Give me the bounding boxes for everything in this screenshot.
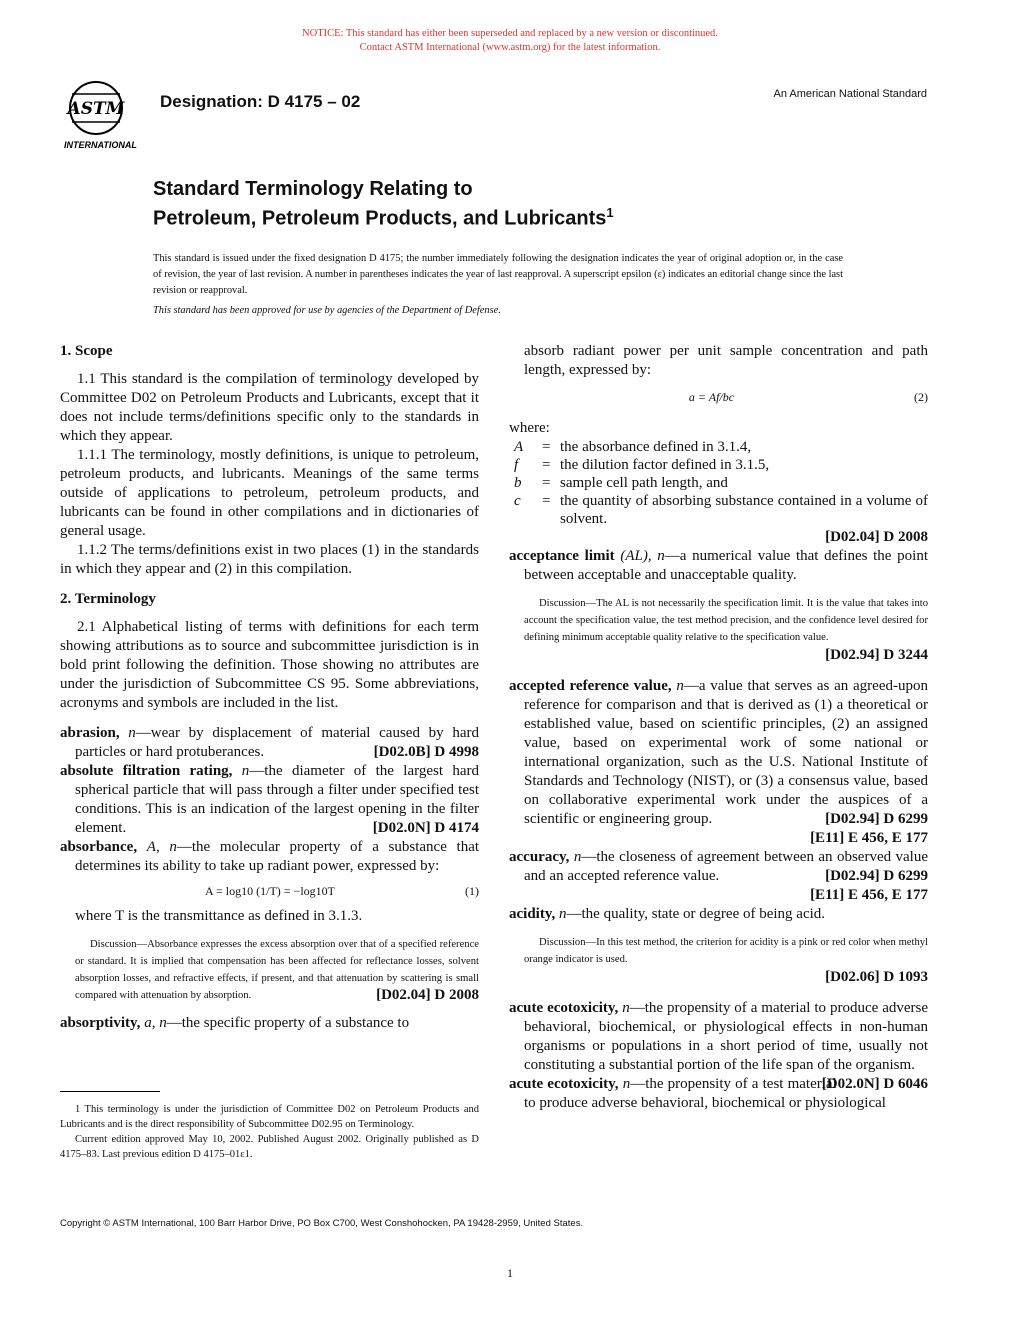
scope-p2: 1.1.1 The terminology, mostly definitions, is unique to petroleum, petroleum products, and lubricants. Meanings of the same terms outside of applications to petroleum, petroleum products, and lubricants can be found in other compilations and in dictionaries of general usage. xyxy=(60,447,479,539)
approved-note: This standard has been approved for use by agencies of the Department of Defense. xyxy=(153,305,501,316)
absorptivity-attribution: [D02.04] D 2008 xyxy=(825,529,928,545)
where-equals: = xyxy=(542,493,551,509)
astm-logo xyxy=(58,78,148,153)
designation: Designation: D 4175 – 02 xyxy=(160,92,361,111)
discussion-acceptance-limit: Discussion—The AL is not necessarily the specification limit. It is the value that takes into account the specification value, the test method precision, and the confidence level desired for defining minimum acceptable quality relative to the specification value. xyxy=(524,598,928,643)
scope-heading: 1. Scope xyxy=(60,343,113,359)
where-list xyxy=(514,438,928,528)
title-footnote-mark[interactable]: 1 xyxy=(606,205,614,220)
where-symbol: f xyxy=(514,457,519,473)
term-definition: —the quality, state or degree of being acid. xyxy=(566,906,826,922)
notice-line-2: Contact ASTM International (www.astm.org) for the latest information. xyxy=(359,42,661,53)
term-acidity xyxy=(509,905,928,924)
term-attribution: [D02.0N] D 4174 xyxy=(372,820,479,836)
term-definition: —a value that serves as an agreed-upon reference for comparison and that is derived as (1) a theoretical or established value, based on scientific principles, (2) an assigned value, based on experimental work of some national or international organization, such as the U.S. National Institute of Standards and Technology (NIST), or (3) a consensus value, based on collaborative experimental work under the auspices of a scientific or engineering group. xyxy=(524,678,928,827)
left-column xyxy=(60,342,479,1033)
term-attribution: [D02.94] D 6299 xyxy=(825,868,928,884)
document-title xyxy=(153,178,614,231)
title-line-2-text: Petroleum, Petroleum Products, and Lubricants xyxy=(153,207,607,230)
right-column xyxy=(509,342,928,1113)
terminology-p1: 2.1 Alphabetical listing of terms with definitions for each term showing attributions as to source and subcommittee jurisdiction is in bold print following the definition. Those showing no attributes are under the jurisdiction of Subcommittee CS 95. Some abbreviations, acronyms and symbols are included in the list. xyxy=(60,619,479,711)
scope-p1: 1.1 This standard is the compilation of terminology developed by Committee D02 on Petroleum Products and Lubricants, except that it does not include terms/definitions specific only to the standards in which they appear. xyxy=(60,371,479,444)
term-definition: —a numerical value that defines the point between acceptable and unacceptable quality. xyxy=(524,548,928,583)
term-acceptance-limit xyxy=(509,547,928,585)
term-name: acute ecotoxicity, xyxy=(509,1000,619,1016)
term-symbol: A, xyxy=(146,839,160,855)
equation-formula: A = log10 (1/T) = −log10T xyxy=(205,884,335,898)
term-accepted-reference-value xyxy=(509,677,928,829)
part-of-speech: n xyxy=(169,839,177,855)
supersession-notice xyxy=(0,27,1020,55)
page-number: 1 xyxy=(507,1266,513,1280)
where-symbol: A xyxy=(514,439,524,455)
part-of-speech: n xyxy=(657,548,665,564)
part-of-speech: n xyxy=(676,678,684,694)
equation-1 xyxy=(60,882,479,901)
discussion-absorbance xyxy=(60,936,479,1004)
footnotes xyxy=(60,1102,479,1162)
term-name: acceptance limit xyxy=(509,548,615,564)
term-name: acidity, xyxy=(509,906,556,922)
where-definition: sample cell path length, and xyxy=(560,475,728,491)
term-name: absorbance, xyxy=(60,839,138,855)
term-definition: —the molecular property of a substance that determines its ability to take up radiant power, expressed by: xyxy=(75,839,480,874)
term-definition: —the propensity of a material to produce adverse behavioral, biochemical, or physiological effects in non-human organisms or populations in a short period of time, usually not constituting a substantial portion of the life span of the organism. xyxy=(524,1000,929,1073)
term-name: absorptivity, xyxy=(60,1015,141,1031)
where-label: where: xyxy=(509,420,550,436)
terminology-heading: 2. Terminology xyxy=(60,591,156,607)
term-attribution-2: [E11] E 456, E 177 xyxy=(810,887,928,903)
term-attribution: [D02.94] D 6299 xyxy=(825,811,928,827)
part-of-speech: n xyxy=(128,725,136,741)
where-equals: = xyxy=(542,457,551,473)
discussion-acidity: Discussion—In this test method, the criterion for acidity is a pink or red color when methyl orange indicator is used. xyxy=(524,937,928,965)
footnote-2: Current edition approved May 10, 2002. Published August 2002. Originally published as D 4175–83. Last previous edition D 4175–01ε1. xyxy=(60,1134,479,1160)
discussion-text: Discussion—Absorbance expresses the excess absorption over that of a specified reference or standard. It is implied that compensation has been affected for reflectance losses, solvent absorption losses, and refractive effects, if present, and that attenuation by scattering is small compared with attenuation by absorption. xyxy=(75,939,479,1001)
term-name: absolute filtration rating, xyxy=(60,763,233,779)
footnote-1: 1 This terminology is under the jurisdiction of Committee D02 on Petroleum Products and Lubricants and is the direct responsibility of Subcommittee D02.95 on Terminology. xyxy=(60,1104,479,1130)
where-symbol: b xyxy=(514,475,522,491)
equation-2 xyxy=(509,388,928,407)
term-accuracy xyxy=(509,848,928,886)
term-symbol: a, xyxy=(144,1015,156,1031)
term-definition: —the closeness of agreement between an observed value and an accepted reference value. xyxy=(524,849,929,884)
where-t: where T is the transmittance as defined in 3.1.3. xyxy=(75,908,363,924)
part-of-speech: n xyxy=(622,1000,630,1016)
footnote-rule xyxy=(60,1091,160,1092)
term-attribution: [D02.0N] D 6046 xyxy=(821,1076,928,1092)
scope-p3: 1.1.2 The terms/definitions exist in two places (1) in the standards in which they appear and (2) in this compilation. xyxy=(60,542,479,577)
svg-text:ASTM: ASTM xyxy=(67,99,125,119)
term-definition: —the propensity of a test material to produce adverse behavioral, biochemical or physiological xyxy=(524,1076,886,1111)
national-standard-label: An American National Standard xyxy=(773,88,927,100)
part-of-speech: n xyxy=(241,763,250,779)
term-name: abrasion, xyxy=(60,725,120,741)
term-name: accuracy, xyxy=(509,849,570,865)
term-attribution: [D02.0B] D 4998 xyxy=(373,744,479,760)
title-line-2 xyxy=(153,201,614,231)
where-equals: = xyxy=(542,439,551,455)
equation-number: (1) xyxy=(465,884,479,898)
term-definition: —wear by displacement of material caused by hard particles or hard protuberances. xyxy=(75,725,479,760)
copyright-line: Copyright © ASTM International, 100 Barr Harbor Drive, PO Box C700, West Conshohocken, PA 19428-2959, United States. xyxy=(60,1218,584,1229)
term-acute-ecotoxicity-1 xyxy=(509,999,929,1092)
where-definition: the quantity of absorbing substance contained in a volume of solvent. xyxy=(560,493,928,527)
where-definition: the dilution factor defined in 3.1.5, xyxy=(560,457,770,473)
part-of-speech: n xyxy=(159,1015,167,1031)
astm-logo-icon xyxy=(58,78,148,153)
term-absorptivity xyxy=(60,1014,479,1033)
part-of-speech: n xyxy=(573,849,582,865)
equation-formula: a = Af/bc xyxy=(688,390,735,404)
equation-number: (2) xyxy=(914,390,928,404)
term-attribution-2: [E11] E 456, E 177 xyxy=(810,830,928,846)
title-line-1: Standard Terminology Relating to xyxy=(153,178,473,200)
where-symbol: c xyxy=(514,493,521,509)
term-name: acute ecotoxicity, xyxy=(509,1076,619,1092)
term-definition: —the specific property of a substance to xyxy=(166,1015,410,1031)
logo-wordmark: INTERNATIONAL xyxy=(64,140,137,150)
term-abrasion xyxy=(60,724,479,762)
term-abbreviation: (AL), xyxy=(620,548,652,564)
where-definition: the absorbance defined in 3.1.4, xyxy=(560,439,752,455)
where-equals: = xyxy=(542,475,551,491)
term-name: accepted reference value, xyxy=(509,678,672,694)
notice-line-1: NOTICE: This standard has either been superseded and replaced by a new version or discontinued. xyxy=(302,28,718,39)
part-of-speech: n xyxy=(559,906,567,922)
discussion-attribution: [D02.06] D 1093 xyxy=(825,969,928,985)
term-absorbance xyxy=(60,838,479,876)
term-definition: —the diameter of the largest hard spherical particle that will pass through a filter under specified test conditions. This is an indication of the largest opening in the filter element. xyxy=(75,763,480,836)
term-absolute-filtration-rating xyxy=(60,762,479,838)
discussion-attribution: [D02.04] D 2008 xyxy=(376,987,479,1003)
discussion-attribution: [D02.94] D 3244 xyxy=(825,647,928,663)
issued-note: This standard is issued under the fixed designation D 4175; the number immediately following the designation indicates the year of original adoption or, in the case of revision, the year of last revision. A number in parentheses indicates the year of last reapproval. A superscript epsilon (ε) indicates an editorial change since the last revision or reapproval. xyxy=(153,253,843,296)
part-of-speech: n xyxy=(622,1076,631,1092)
absorptivity-continued: absorb radiant power per unit sample concentration and path length, expressed by: xyxy=(524,343,928,378)
